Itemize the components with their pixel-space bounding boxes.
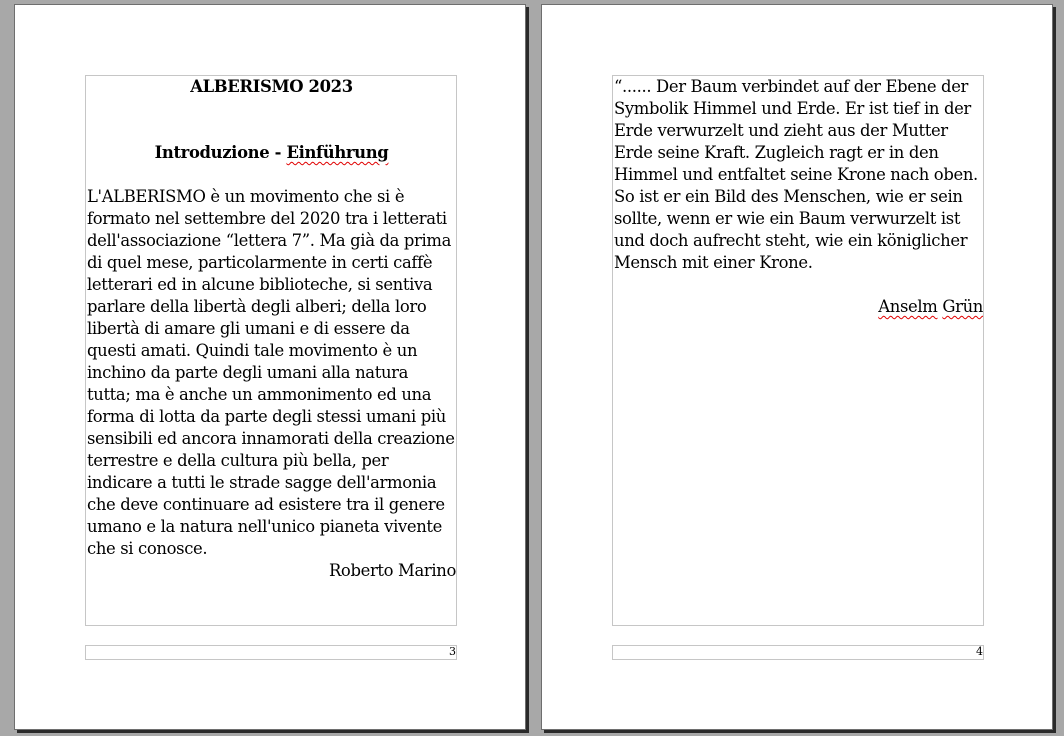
text-area-right[interactable] [612, 75, 984, 626]
page-left [14, 4, 526, 730]
footer-left[interactable] [85, 645, 457, 660]
quote-signature [614, 296, 983, 318]
document-subtitle [87, 142, 456, 164]
content-left [86, 76, 456, 582]
page-number-right: 4 [976, 645, 983, 658]
signature-last-name[interactable]: Grün [942, 297, 983, 316]
content-right [613, 76, 983, 318]
footer-right[interactable] [612, 645, 984, 660]
subtitle-prefix: Introduzione - [154, 143, 287, 162]
text-area-left[interactable] [85, 75, 457, 626]
quote-paragraph: “...... Der Baum verbindet auf der Ebene der Symbolik Himmel und Erde. Er ist tief in der Erde verwurzelt und zieht aus der Mutter Erde seine Kraft. Zugleich ragt er in den Himmel und entfaltet seine Krone nach oben. So ist er ein Bild des Menschen, wie er sein sollte, wenn er wie ein Baum verwurzelt ist und doch aufrecht steht, wie ein königlicher Mensch mit einer Krone. [614, 77, 978, 272]
document-title: ALBERISMO 2023 [190, 77, 353, 96]
author-signature: Roberto Marino [328, 561, 456, 580]
page-number-left: 3 [449, 645, 456, 658]
page-right [541, 4, 1053, 730]
subtitle-misspelled-word[interactable]: Einführung [286, 143, 389, 162]
signature-first-name[interactable]: Anselm [878, 297, 938, 316]
body-paragraph: L'ALBERISMO è un movimento che si è formato nel settembre del 2020 tra i letterati dell'associazione “lettera 7”. Ma già da prima di quel mese, particolarmente in certi caffè letterari ed in alcune biblioteche, si sentiva parlare della libertà degli alberi; della loro libertà di amare gli umani e di essere da questi amati. Quindi tale movimento è un inchino da parte degli umani alla natura tutta; ma è anche un ammonimento ed una forma di lotta da parte degli stessi umani più sensibili ed ancora innamorati della creazione terrestre e della cultura più bella, per indicare a tutti le strade sagge dell'armonia che deve continuare ad esistere tra il genere umano e la natura nell'unico pianeta vivente che si conosce. [87, 187, 455, 558]
